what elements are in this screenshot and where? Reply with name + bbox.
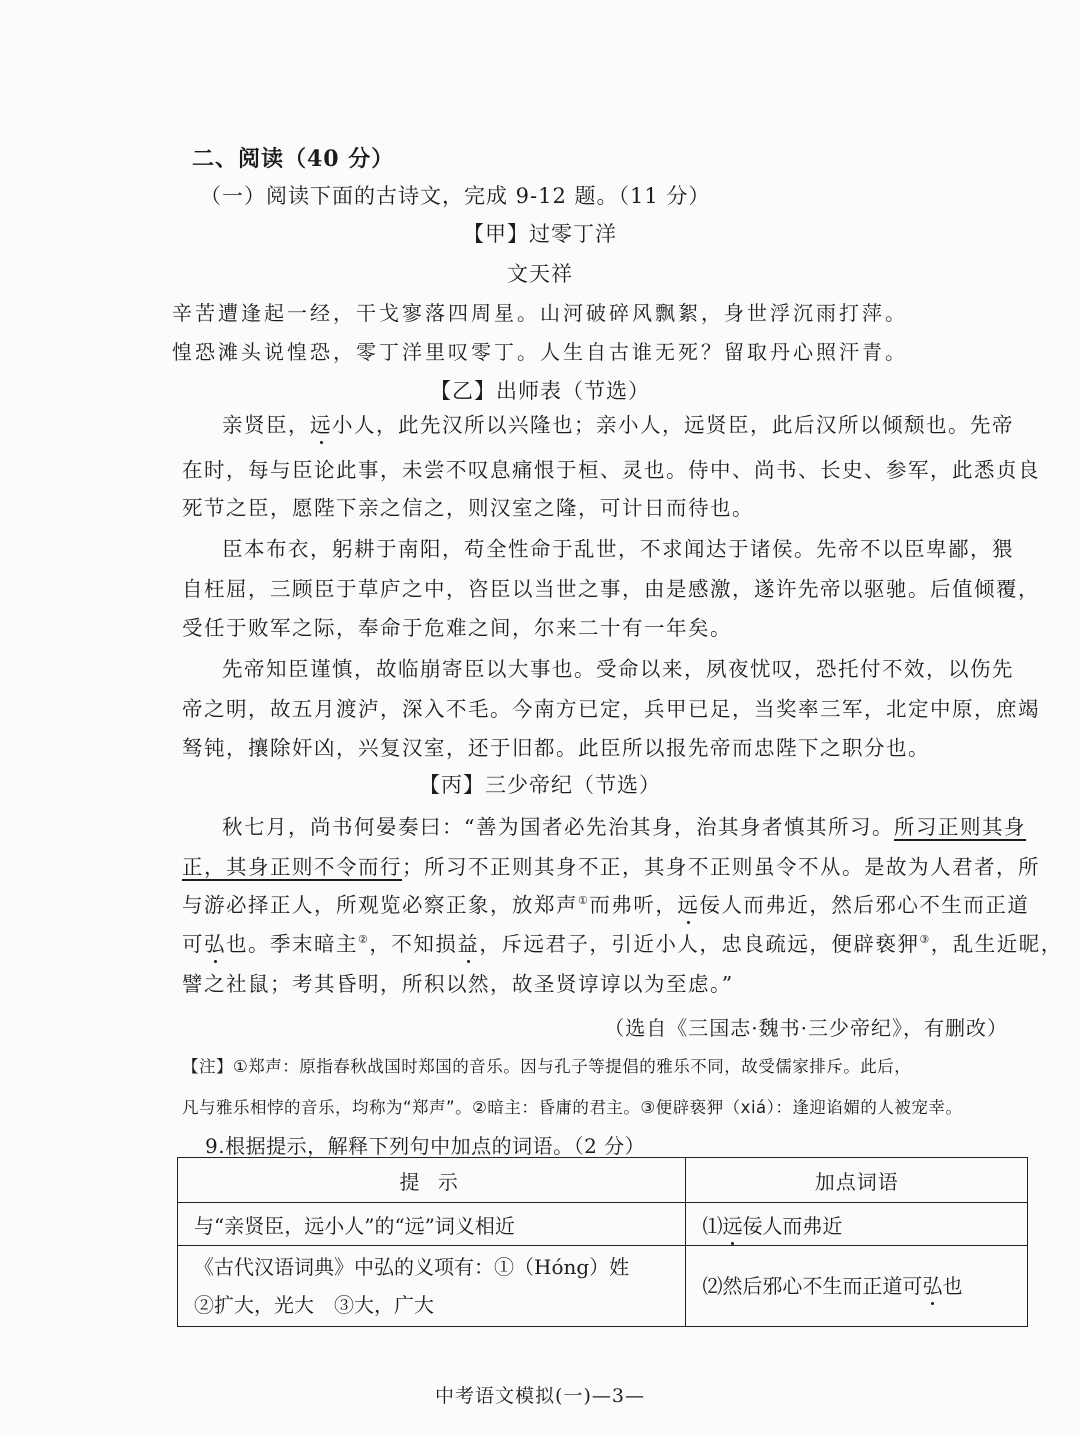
yi-p3-line-3: 驽钝，攘除奸凶，兴复汉室，还于旧都。此臣所以报先帝而忠陛下之职分也。 — [182, 736, 930, 760]
yi-p2-line-1: 臣本布衣，躬耕于南阳，苟全性命于乱世，不求闻达于诸侯。先帝不以臣卑鄙，猥 — [222, 537, 1014, 561]
yi-p3-line-1: 先帝知臣谨慎，故临崩寄臣以大事也。受命以来，夙夜忧叹，恐托付不效，以伤先 — [222, 657, 1014, 681]
yi-p1-line-1: 亲贤臣，远小人，此先汉所以兴隆也；亲小人，远贤臣，此后汉所以倾颓也。先帝 — [222, 413, 1014, 437]
bing-line-1: 秋七月，尚书何晏奏曰：“善为国者必先治其身，治其身者慎其所习。所习正则其身 — [222, 815, 1026, 839]
jia-line-1: 辛苦遭逢起一经，干戈寥落四周星。山河破碎风飘絮，身世浮沉雨打萍。 — [172, 301, 908, 325]
note-line-2: 凡与雅乐相悖的音乐，均称为“郑声”。②暗主：昏庸的君主。③便辟亵狎（xiá）：逢迎谄媚的人被宠幸。 — [182, 1098, 963, 1117]
source-citation: （选自《三国志·魏书·三少帝纪》，有删改） — [604, 1016, 1008, 1040]
underlined-sentence: 正，其身正则不令而行 — [182, 855, 402, 879]
table-row — [178, 1203, 1028, 1246]
bing-line-4: 可弘也。季末暗主②，不知损益，斥远君子，引近小人，忠良疏远，便辟亵狎③，乱生近昵， — [182, 932, 1063, 956]
dotted-word: 远 — [722, 1213, 743, 1238]
bing-title: 【丙】三少帝纪（节选） — [419, 773, 661, 797]
note-marker: ② — [358, 933, 370, 947]
yi-p1-line-3: 死节之臣，愿陛下亲之信之，则汉室之隆，可计日而待也。 — [182, 496, 754, 520]
row1-hint: 与“亲贤臣，远小人”的“远”词义相近 — [178, 1203, 686, 1246]
yi-title: 【乙】出师表（节选） — [430, 379, 650, 403]
note-marker: ① — [578, 894, 590, 908]
yi-p2-line-2: 自枉屈，三顾臣于草庐之中，咨臣以当世之事，由是感激，遂许先帝以驱驰。后值倾覆， — [182, 577, 1040, 601]
jia-title: 【甲】过零丁洋 — [463, 222, 617, 246]
yi-p1-line-2: 在时，每与臣论此事，未尝不叹息痛恨于桓、灵也。侍中、尚书、长史、参军，此悉贞良 — [182, 458, 1040, 482]
note-line-1: 【注】①郑声：原指春秋战国时郑国的音乐。因与孔子等提倡的雅乐不同，故受儒家排斥。此后， — [182, 1057, 912, 1076]
yi-p3-line-2: 帝之明，故五月渡泸，深入不毛。今南方已定，兵甲已足，当奖率三军，北定中原，庶竭 — [182, 697, 1040, 721]
header-word: 加点词语 — [686, 1158, 1028, 1203]
section-subtitle: （一）阅读下面的古诗文，完成 9-12 题。（11 分） — [200, 184, 711, 208]
yi-p2-line-3: 受任于败军之际，奉命于危难之间，尔来二十有一年矣。 — [182, 616, 732, 640]
question-9-prompt: 9.根据提示，解释下列句中加点的词语。（2 分） — [205, 1134, 646, 1158]
bing-line-2: 正，其身正则不令而行；所习不正则其身不正，其身不正则虽令不从。是故为人君者，所 — [182, 855, 1040, 879]
underlined-sentence: 所习正则其身 — [893, 815, 1026, 839]
note-marker: ③ — [919, 933, 931, 947]
bing-line-5: 譬之社鼠；考其昏明，所积以然，故圣贤谆谆以为至虑。” — [182, 972, 734, 996]
dotted-word: 远 — [677, 893, 700, 917]
row2-hint: 《古代汉语词典》中弘的义项有：①（Hóng）姓 ②扩大，光大 ③大，广大 — [178, 1246, 686, 1327]
table-header-row — [178, 1158, 1028, 1203]
jia-author: 文天祥 — [507, 262, 573, 286]
dotted-word: 益 — [457, 932, 480, 956]
header-hint: 提 示 — [178, 1158, 686, 1203]
row1-word: ⑴远佞人而弗近 — [686, 1203, 1028, 1246]
dotted-word: 远 — [310, 413, 332, 437]
table-row — [178, 1246, 1028, 1327]
dotted-word: 弘 — [204, 932, 226, 956]
question-9-table — [177, 1157, 1028, 1327]
page-footer: 中考语文模拟(一)—3— — [435, 1385, 645, 1407]
jia-line-2: 惶恐滩头说惶恐，零丁洋里叹零丁。人生自古谁无死？留取丹心照汗青。 — [172, 340, 908, 364]
bing-line-3: 与游必择正人，所观览必察正象，放郑声①而弗听，远佞人而弗近，然后邪心不生而正道 — [182, 893, 1030, 917]
dotted-word: 弘 — [922, 1274, 943, 1298]
section-title: 二、阅读（40 分） — [192, 146, 395, 172]
row2-word: ⑵然后邪心不生而正道可弘也 — [686, 1246, 1028, 1327]
